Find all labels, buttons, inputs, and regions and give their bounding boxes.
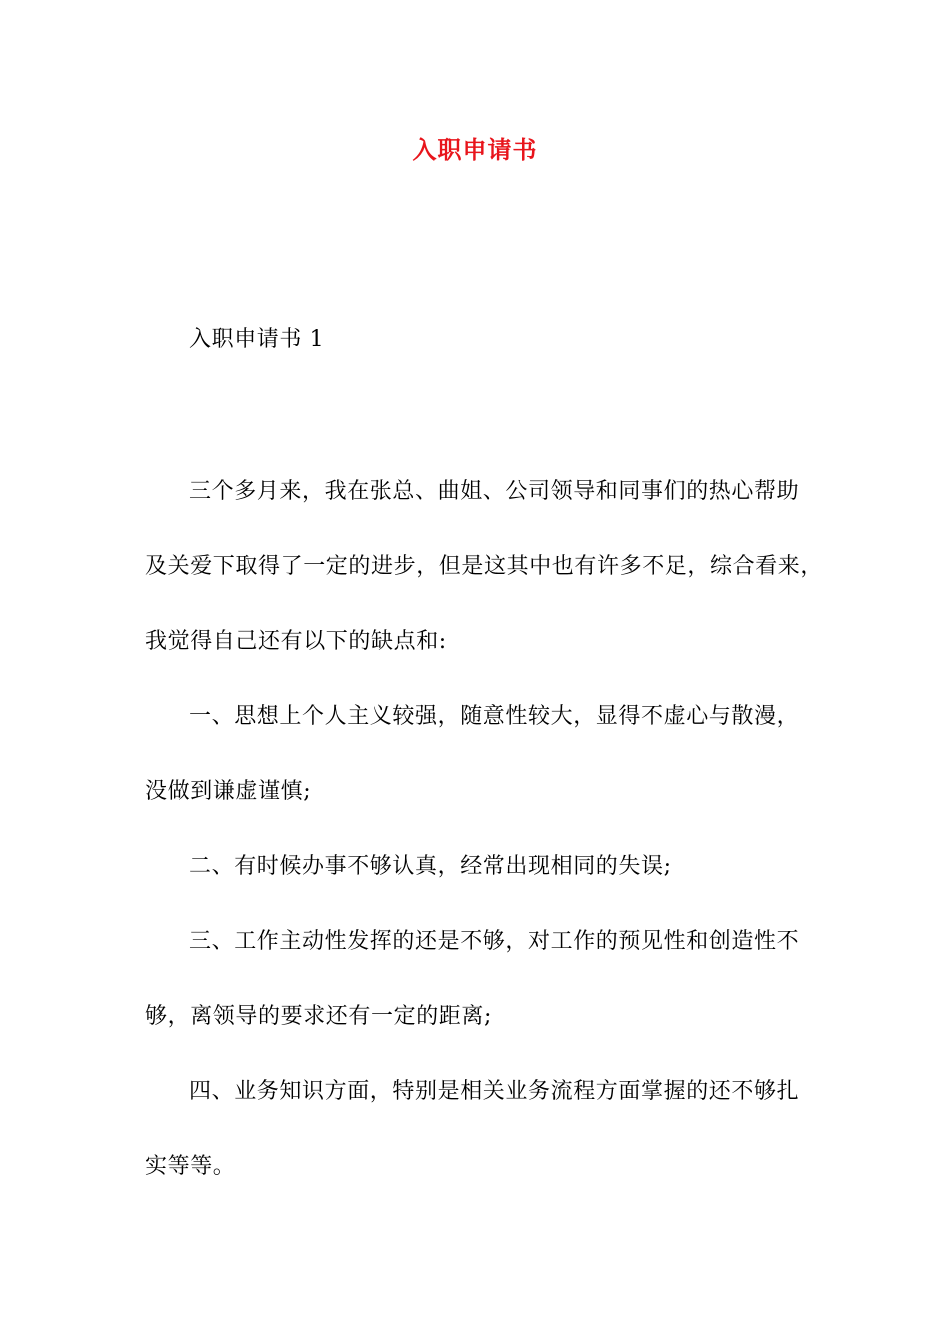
paragraph-line: 三、工作主动性发挥的还是不够，对工作的预见性和创造性不 <box>189 929 800 954</box>
paragraph-line: 三个多月来，我在张总、曲姐、公司领导和同事们的热心帮助 <box>189 479 800 504</box>
document-title: 入职申请书 <box>412 135 538 164</box>
paragraph-line: 实等等。 <box>145 1154 236 1179</box>
paragraph-line: 一、思想上个人主义较强，随意性较大，显得不虚心与散漫， <box>189 704 800 729</box>
paragraph-line: 及关爱下取得了一定的进步，但是这其中也有许多不足，综合看来， <box>145 554 824 579</box>
paragraph-line: 二、有时候办事不够认真，经常出现相同的失误; <box>189 854 672 879</box>
paragraph-line: 四、业务知识方面，特别是相关业务流程方面掌握的还不够扎 <box>189 1079 800 1104</box>
paragraph-line: 没做到谦虚谨慎; <box>145 779 312 804</box>
section-heading: 入职申请书 1 <box>189 327 325 352</box>
paragraph-line: 够，离领导的要求还有一定的距离; <box>145 1004 493 1029</box>
paragraph-line: 我觉得自己还有以下的缺点和: <box>145 629 447 654</box>
